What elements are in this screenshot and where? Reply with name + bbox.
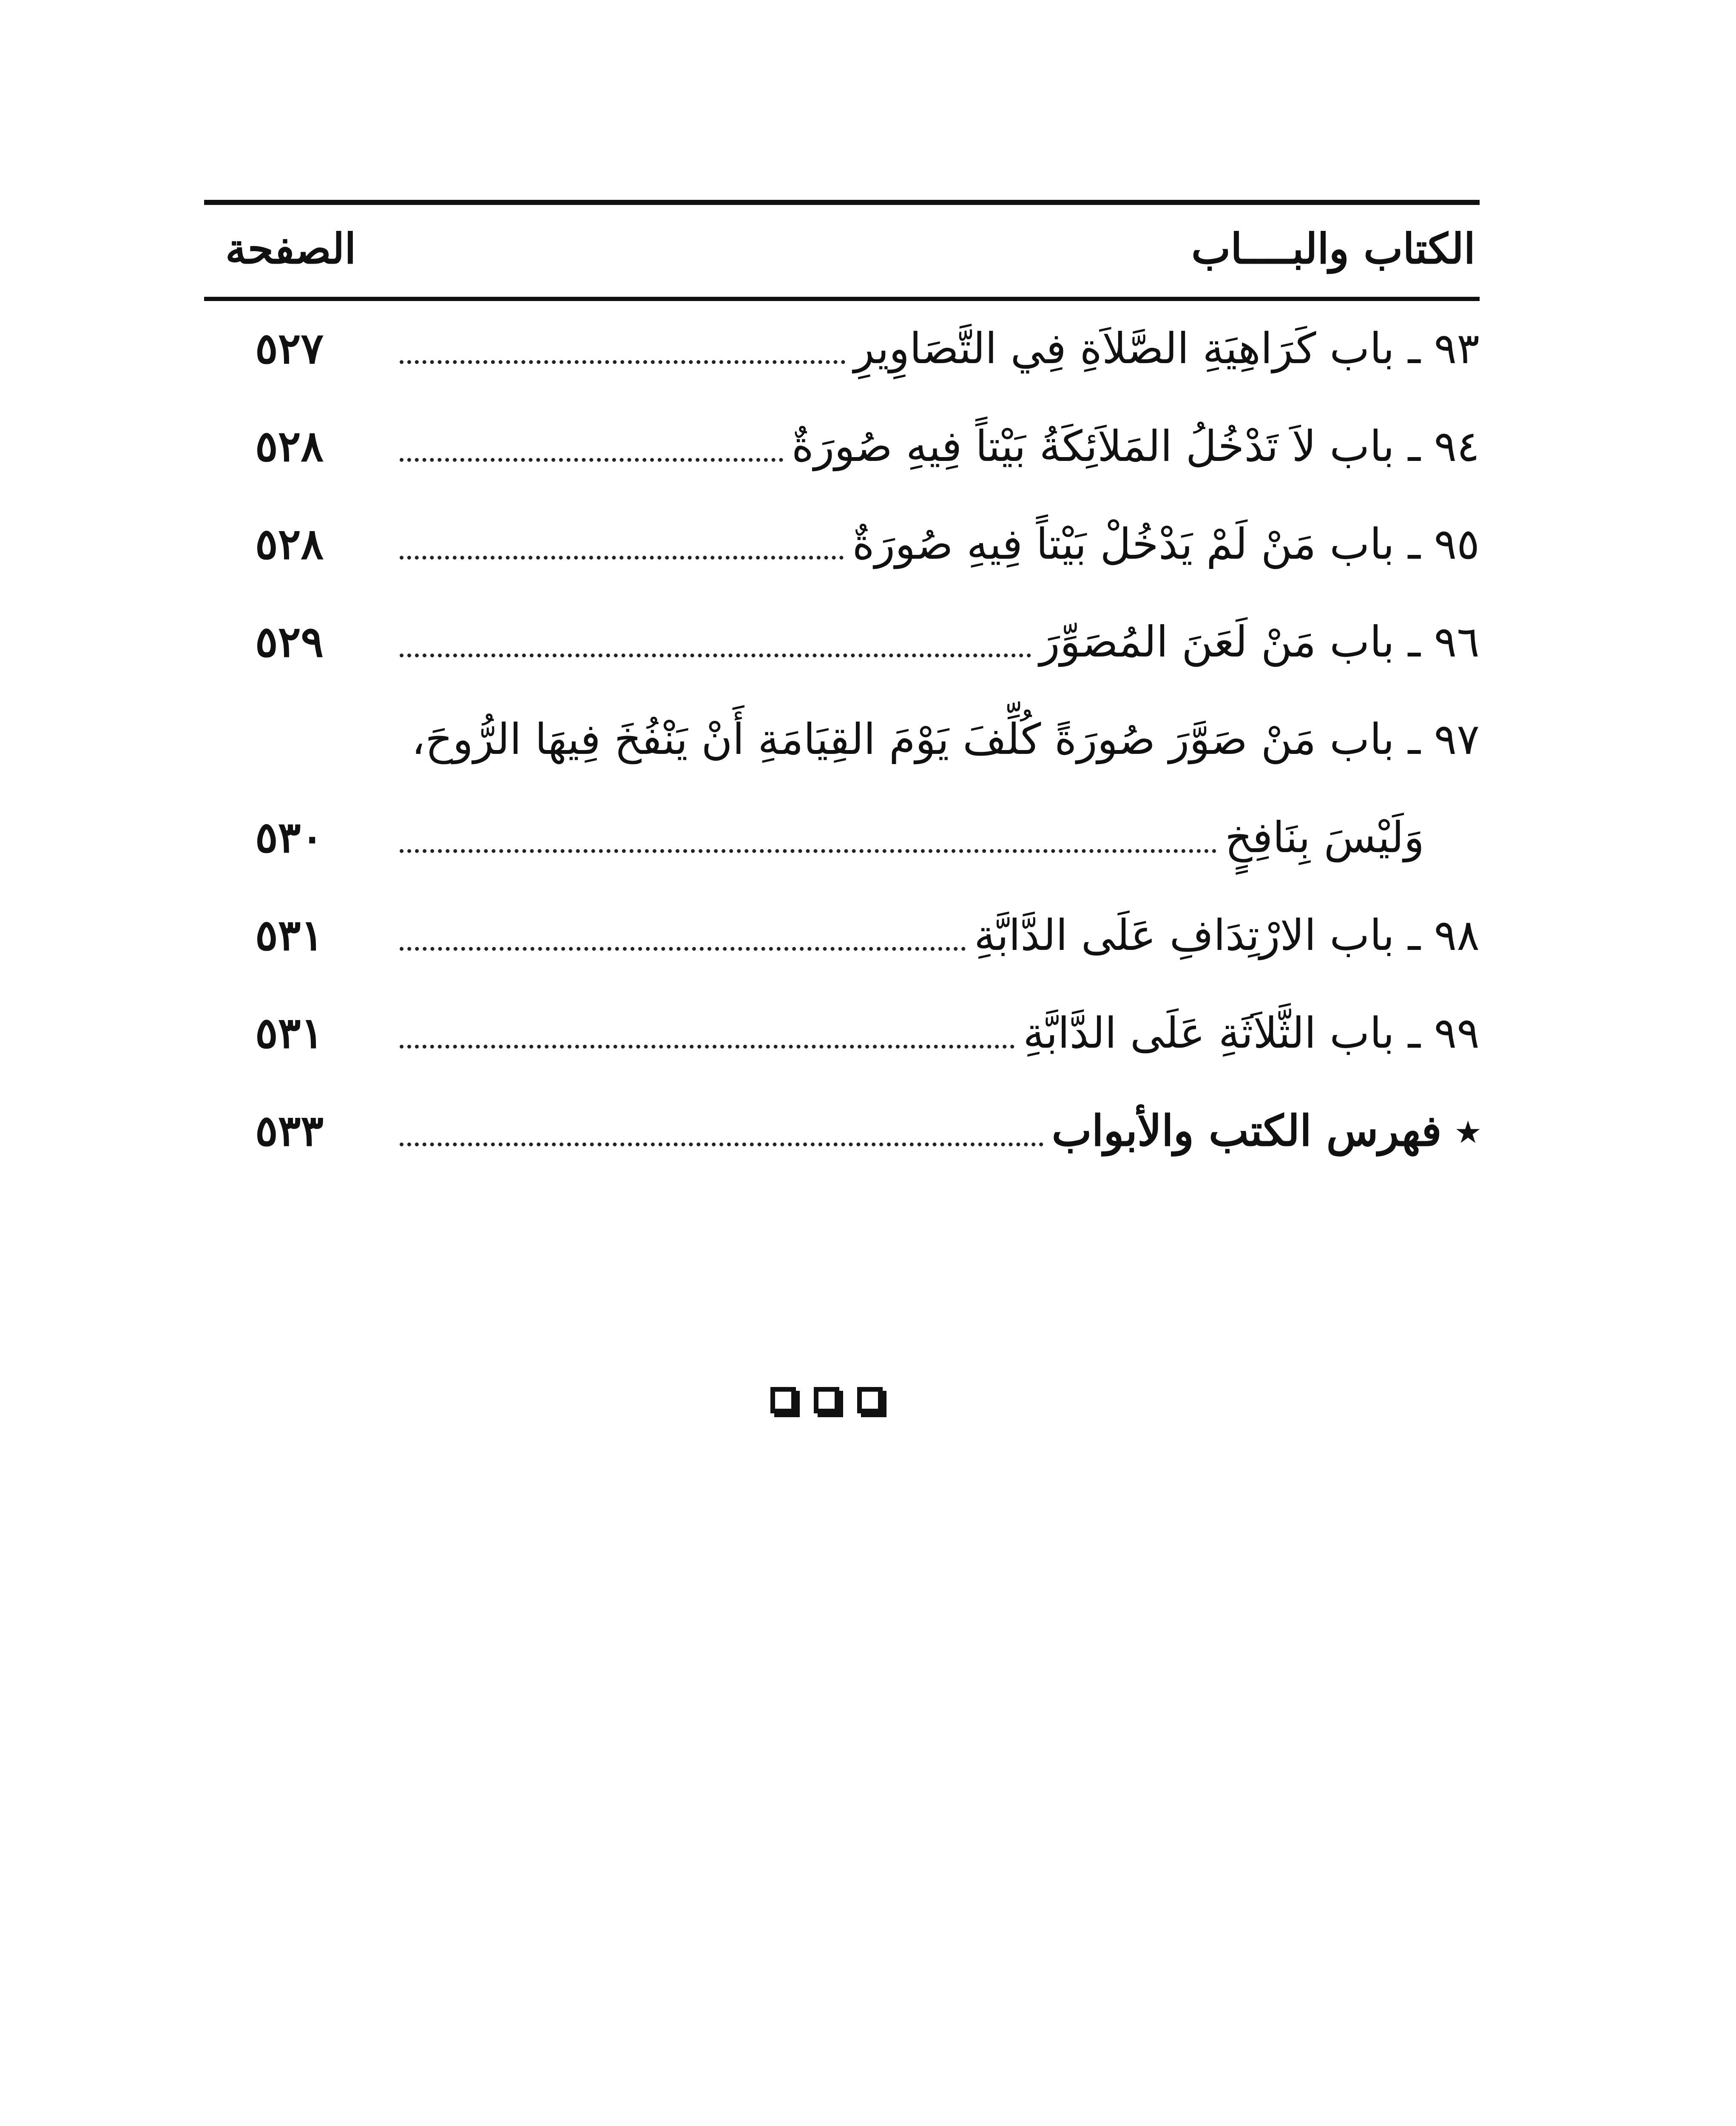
toc-entry-title: ٩٥ ـ باب مَنْ لَمْ يَدْخُلْ بَيْتاً فِيهِ صُورَةٌ (852, 519, 1480, 569)
header-page-column: الصفحة (225, 225, 356, 273)
section-end-ornament (770, 1387, 883, 1413)
toc-entry-title: ٩٦ ـ باب مَنْ لَعَنَ المُصَوِّرَ (1039, 617, 1480, 667)
toc-entry-title: ٩٤ ـ باب لاَ تَدْخُلُ المَلاَئِكَةُ بَيْتاً فِيهِ صُورَةٌ (791, 421, 1480, 471)
dot-leader (400, 360, 845, 364)
toc-entry-title: ٩٣ ـ باب كَرَاهِيَةِ الصَّلاَةِ فِي التَّصَاوِيرِ (853, 324, 1480, 373)
square-ornament-icon (814, 1387, 839, 1413)
toc-entry-page: ٥٣٠ (255, 812, 324, 862)
toc-entry-page: ٥٢٨ (255, 519, 324, 569)
toc-entry-page: ٥٢٧ (255, 323, 324, 373)
dot-leader (400, 1143, 1043, 1146)
header-top-rule (204, 200, 1480, 205)
square-ornament-icon (857, 1387, 883, 1413)
toc-entry-page: ٥٣٣ (255, 1106, 324, 1156)
toc-entry-title: ٩٧ ـ باب مَنْ صَوَّرَ صُورَةً كُلِّفَ يَوْمَ القِيَامَةِ أَنْ يَنْفُخَ فِيهَا الرُّوحَ، (411, 714, 1480, 764)
header-bottom-rule (204, 297, 1480, 301)
square-ornament-icon (770, 1387, 796, 1413)
toc-entry-index (204, 1106, 1480, 1203)
toc-entry (204, 1008, 1480, 1106)
toc-entry (204, 421, 1480, 519)
dot-leader (400, 947, 966, 951)
toc-entry-page: ٥٢٨ (255, 421, 324, 471)
toc-entry (204, 910, 1480, 1008)
toc-entry (204, 617, 1480, 714)
toc-entry (204, 519, 1480, 617)
toc-entry-title: ٩٨ ـ باب الارْتِدَافِ عَلَى الدَّابَّةِ (974, 910, 1480, 960)
dot-leader (400, 654, 1031, 657)
toc-entry-page: ٥٢٩ (255, 617, 324, 667)
toc-entry-title-continuation: وَلَيْسَ بِنَافِخٍ (1225, 813, 1424, 862)
dot-leader (400, 556, 844, 560)
table-of-contents (204, 323, 1480, 1203)
toc-entry-title: ٭ فهرس الكتب والأبواب (1051, 1106, 1480, 1156)
toc-entry-page: ٥٣١ (255, 1008, 324, 1058)
toc-entry-page: ٥٣١ (255, 910, 324, 960)
dot-leader (400, 849, 1216, 853)
toc-entry (204, 714, 1480, 910)
dot-leader (400, 458, 783, 462)
toc-entry-title: ٩٩ ـ باب الثَّلاَثَةِ عَلَى الدَّابَّةِ (1023, 1008, 1480, 1058)
dot-leader (400, 1045, 1014, 1049)
header-title-column: الكتاب والبــــاب (1191, 225, 1475, 273)
table-header (204, 213, 1480, 293)
toc-entry (204, 323, 1480, 421)
